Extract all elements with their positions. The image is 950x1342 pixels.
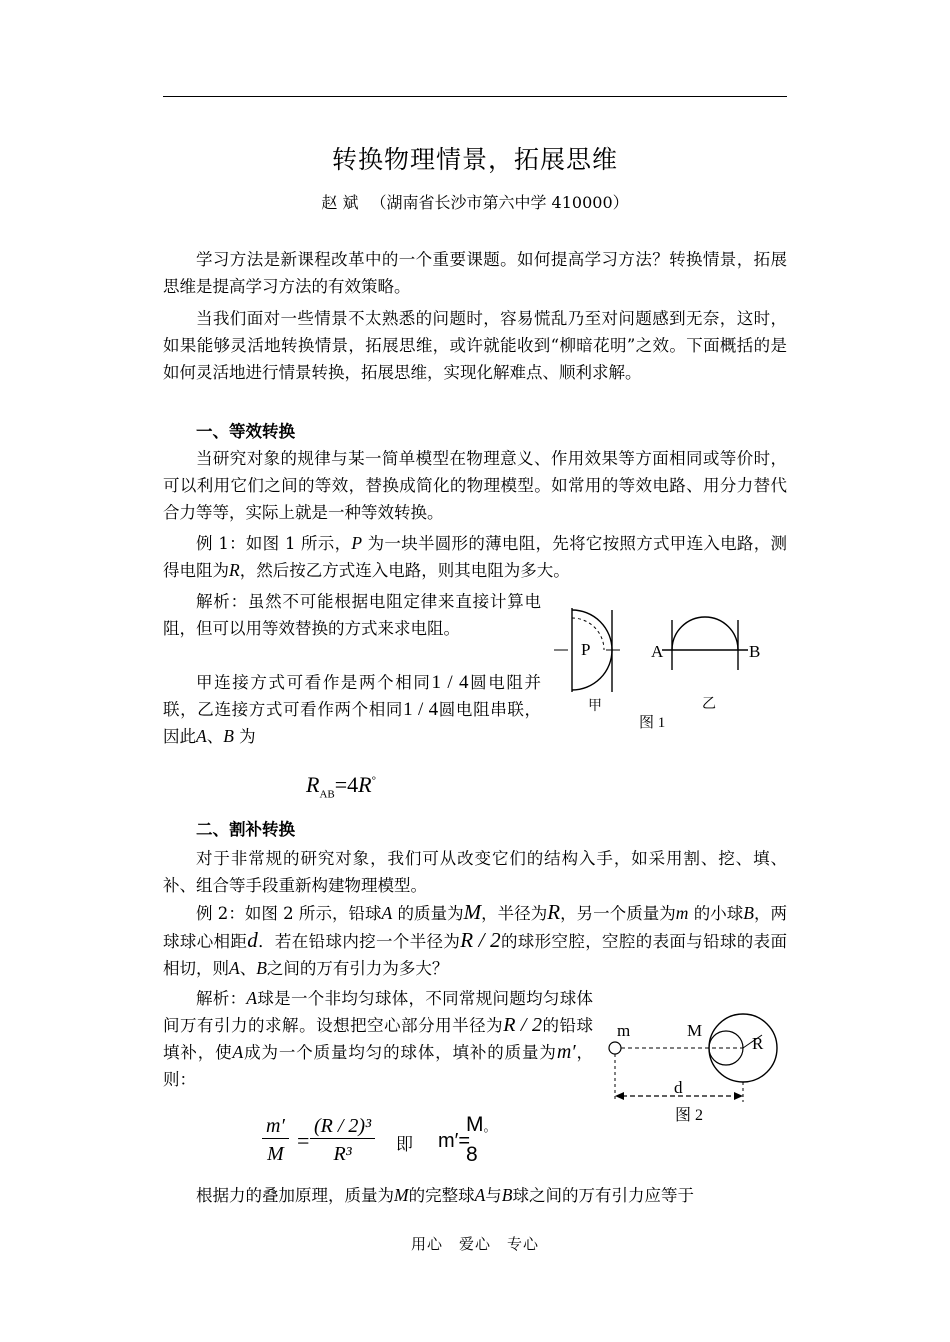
text-run: 解析： <box>196 989 247 1008</box>
fraction-m-over-8 <box>466 1112 497 1170</box>
example-1 <box>163 530 787 584</box>
quarter-fraction: 1 / 4 <box>431 672 469 693</box>
text-run: 、 <box>239 959 257 978</box>
analysis-1: 解析：虽然不可能根据电阻定律来直接计算电阻，但可以用等效替换的方式来求电阻。 <box>163 592 541 638</box>
fraction-text: M <box>267 1143 284 1165</box>
example-1-text: ，然后按乙方式连入电路，则其电阻为多大。 <box>239 561 570 580</box>
fig1-caption: 图 1 <box>639 715 666 731</box>
text-run: 例 2：如图 2 所示，铅球 <box>196 904 382 923</box>
formula-rab <box>306 772 376 800</box>
var-B: B <box>223 726 234 746</box>
text-run: 的质量为 <box>392 904 464 923</box>
fraction-cube-ratio <box>310 1115 375 1166</box>
text-run: ．若在铅球内挖一个半径为 <box>257 932 461 951</box>
author-line <box>0 190 950 213</box>
formula-r: R <box>306 772 320 797</box>
var-d: d <box>247 928 258 952</box>
text-run: 的完整球 <box>408 1186 475 1205</box>
text-run: 根据力的叠加原理，质量为 <box>196 1186 394 1205</box>
var-r-half: R / 2 <box>503 1014 542 1036</box>
author-affiliation: （湖南省长沙市第六中学 410000） <box>370 193 629 212</box>
section-2-heading: 二、割补转换 <box>196 820 295 839</box>
formula-equals: =4 <box>334 772 359 797</box>
intro-paragraph-2: 当我们面对一些情景不太熟悉的问题时，容易慌乱乃至对问题感到无奈，这时，如果能够灵活地转换情景，拓展思维，或许就能收到“柳暗花明”之效。下面概括的是如何灵活地进行情景转换，拓展思维，实现化解难点、顺利求解。 <box>163 309 787 382</box>
formula-subscript: AB <box>319 788 335 801</box>
text-run: 为 <box>233 727 256 746</box>
analysis-1-continued <box>163 669 541 750</box>
intro-paragraph-1: 学习方法是新课程改革中的一个重要课题。如何提高学习方法？转换情景，拓展思维是提高学习方法的有效策略。 <box>163 250 787 296</box>
figure-2 <box>600 1010 800 1130</box>
example-2 <box>163 899 787 982</box>
text-run: 的小球 <box>688 904 744 923</box>
fraction-m-over-M <box>262 1115 289 1166</box>
var-B: B <box>743 903 754 923</box>
superposition-paragraph <box>163 1182 787 1209</box>
fig2-arrow-right <box>734 1092 743 1100</box>
text-run: 与 <box>485 1186 502 1205</box>
analysis-2 <box>163 985 593 1093</box>
fig1-label-P: P <box>581 640 591 659</box>
text-run: 圆电阻串联，因此 <box>163 700 542 746</box>
text-run: 的铅球填补，使 <box>163 1016 594 1062</box>
var-A: A <box>381 903 393 923</box>
text-run: 、 <box>206 727 224 746</box>
text-run: 的球形空腔，空腔的表面与铅球的表面相切，则 <box>163 932 788 978</box>
formula-r: R <box>358 772 372 797</box>
fig2-label-m: m <box>617 1021 631 1040</box>
header-rule <box>163 96 787 97</box>
fig1-label-yi: 乙 <box>702 697 716 712</box>
fig2-caption: 图 2 <box>675 1107 704 1124</box>
section-1-heading: 一、等效转换 <box>196 422 295 441</box>
section-1-paragraph: 当研究对象的规律与某一简单模型在物理意义、作用效果等方面相同或等价时，可以利用它们之间的等效，替换成简化的物理模型。如常用的等效电路、用分力替代合力等等，实际上就是一种等效转换。 <box>163 449 787 522</box>
word-ji: 即 <box>396 1135 413 1155</box>
var-m: m <box>675 903 689 923</box>
fig2-arrow-left <box>615 1092 624 1100</box>
var-R: R <box>229 560 240 580</box>
fraction-text: m′ <box>266 1115 285 1137</box>
text-run: ，另一个质量为 <box>560 904 676 923</box>
var-B: B <box>256 958 267 978</box>
fig1-label-jia: 甲 <box>588 699 602 714</box>
text-run: 球是一个非均匀球体，不同常规问题均匀球体间万有引力的求解。设想把空心部分用半径为 <box>163 989 594 1035</box>
fraction-end: 。 <box>483 1119 497 1134</box>
author-name: 赵 斌 <box>321 193 359 212</box>
fraction-text: (R / 2)³ <box>314 1115 372 1137</box>
fraction-text: M <box>466 1113 484 1136</box>
text-run: ，则： <box>163 1043 594 1089</box>
figure-1 <box>550 600 780 740</box>
equals-sign: = <box>297 1128 310 1153</box>
var-A: A <box>232 1042 244 1062</box>
fig2-label-M: M <box>687 1021 703 1040</box>
section-2-paragraph: 对于非常规的研究对象，我们可从改变它们的结构入手，如采用割、挖、填、补、组合等手段重新构建物理模型。 <box>163 849 787 895</box>
fraction-text: R³ <box>333 1143 352 1165</box>
fraction-numerator <box>310 1115 375 1139</box>
page-title: 转换物理情景，拓展思维 <box>331 145 618 174</box>
text-run: 成为一个质量均匀的球体，填补的质量为 <box>243 1043 557 1062</box>
example-1-text: 例 1：如图 1 所示， <box>196 534 352 553</box>
fig2-small-ball <box>609 1042 621 1054</box>
text-run: 之间的万有引力为多大？ <box>266 959 449 978</box>
var-r-half: R / 2 <box>460 928 501 952</box>
page-footer: 用心 爱心 专心 <box>410 1235 539 1253</box>
var-A: A <box>196 726 207 746</box>
fig1-label-A: A <box>651 642 664 661</box>
text-run: 甲连接方式可看作是两个相同 <box>196 673 432 692</box>
fig1-yi-arc <box>672 617 738 650</box>
result-lhs: m′= <box>438 1130 471 1152</box>
text-run: 圆电阻并联，乙连接方式可看作两个相同 <box>163 673 542 719</box>
fig1-label-B: B <box>749 642 761 661</box>
text-run: 球之间的万有引力应等于 <box>512 1186 694 1205</box>
fraction-denominator <box>466 1140 497 1170</box>
fig2-label-R: R <box>752 1034 764 1053</box>
example-1-text: 为一块半圆形的薄电阻，先将它按照方式甲连入电路，测得电阻为 <box>163 534 788 580</box>
var-B: B <box>501 1185 513 1205</box>
fig2-label-d: d <box>674 1078 683 1097</box>
text-run: ，两球球心相距 <box>163 904 788 951</box>
text-run: ，半径为 <box>481 904 548 923</box>
fraction-denominator <box>310 1139 375 1166</box>
var-R: R <box>547 900 561 924</box>
var-M: M <box>394 1185 409 1205</box>
var-A: A <box>246 988 258 1008</box>
var-M: M <box>463 900 482 924</box>
var-A: A <box>229 958 240 978</box>
var-A: A <box>474 1185 486 1205</box>
fraction-denominator <box>262 1139 289 1166</box>
fraction-numerator <box>466 1112 497 1140</box>
fraction-numerator <box>262 1115 289 1139</box>
formula-end: ° <box>371 774 377 787</box>
var-m-prime: m′ <box>556 1041 576 1063</box>
quarter-fraction: 1 / 4 <box>403 699 439 720</box>
fraction-text: 8 <box>466 1143 478 1166</box>
var-P: P <box>351 533 363 553</box>
